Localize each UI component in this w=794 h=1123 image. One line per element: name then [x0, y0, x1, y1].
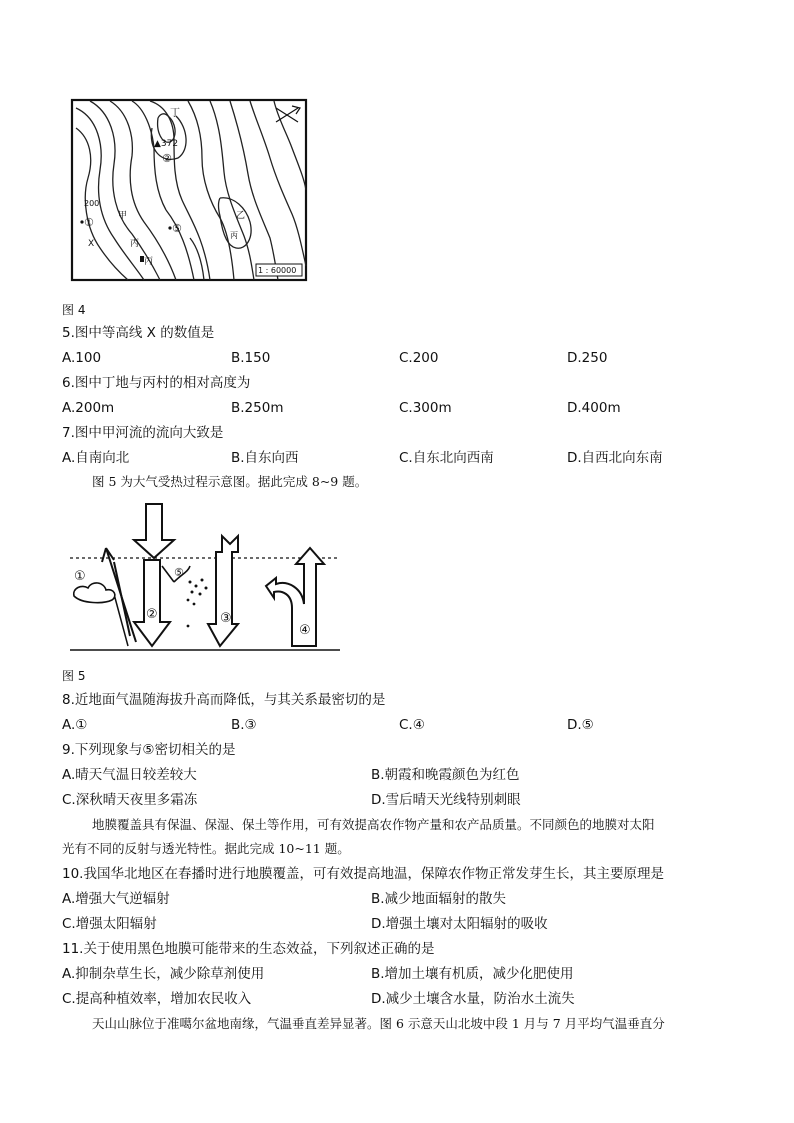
q11-option-a[interactable]: A.抑制杂草生长，减少除草剂使用 — [62, 966, 265, 982]
q11-option-c[interactable]: C.提高种植效率，增加农民收入 — [62, 991, 252, 1007]
q10-option-d[interactable]: D.增强土壤对太阳辐射的吸收 — [371, 916, 548, 932]
arrow-2-surface-absorption — [134, 560, 170, 646]
cloud-shape — [74, 583, 115, 603]
q7-option-c[interactable]: C.自东北向西南 — [399, 450, 494, 466]
q9-option-b[interactable]: B.朝霞和晚霞颜色为红色 — [371, 767, 520, 783]
point-marker-5 — [168, 226, 171, 229]
q9-option-a[interactable]: A.晴天气温日较差较大 — [62, 767, 197, 783]
q10-option-c[interactable]: C.增强太阳辐射 — [62, 916, 157, 932]
arrow-4-ground-radiation — [266, 548, 324, 646]
q8-option-a[interactable]: A.① — [62, 717, 88, 733]
question-11-stem: 11.关于使用黑色地膜可能带来的生态效益，下列叙述正确的是 — [62, 941, 435, 957]
intro-questions-8-9: 图 5 为大气受热过程示意图。据此完成 8~9 题。 — [92, 474, 368, 489]
map-label-jia: 甲 — [118, 211, 128, 221]
map-marker-5: ⑤ — [172, 222, 182, 235]
q6-option-a[interactable]: A.200m — [62, 400, 115, 416]
q5-option-d[interactable]: D.250 — [567, 350, 608, 366]
question-5-stem: 5.图中等高线 X 的数值是 — [62, 325, 215, 341]
intro-figure-6: 天山山脉位于准噶尔盆地南缘，气温垂直差异显著。图 6 示意天山北坡中段 1 月与 7 月平均气温垂直分 — [92, 1016, 665, 1031]
q7-option-a[interactable]: A.自南向北 — [62, 450, 130, 466]
scatter-dots — [187, 579, 208, 628]
label-2: ② — [146, 607, 158, 622]
q10-option-a[interactable]: A.增强大气逆辐射 — [62, 891, 170, 907]
map-label-bing-village: 丙 — [144, 257, 154, 267]
contour-map-figure — [70, 98, 310, 284]
q10-option-b[interactable]: B.减少地面辐射的散失 — [371, 891, 507, 907]
map-label-ding: 丁 — [170, 108, 180, 119]
label-3: ③ — [220, 611, 232, 626]
q9-option-d[interactable]: D.雪后晴天光线特别刺眼 — [371, 792, 521, 808]
map-scale-label: 1 : 60000 — [258, 266, 297, 275]
atmospheric-heating-diagram — [70, 500, 340, 654]
map-label-x: X — [88, 239, 95, 249]
label-1: ① — [74, 569, 86, 584]
map-label-bing-right: 丙 — [230, 231, 238, 240]
map-frame — [72, 100, 306, 280]
q6-option-d[interactable]: D.400m — [567, 400, 621, 416]
question-9-stem: 9.下列现象与⑤密切相关的是 — [62, 742, 236, 758]
q5-option-b[interactable]: B.150 — [231, 350, 271, 366]
figure-5-caption: 图 5 — [62, 669, 86, 683]
map-marker-2: ② — [162, 152, 172, 165]
figure-4-caption: 图 4 — [62, 303, 86, 317]
map-label-bing-river: 丙 — [130, 239, 140, 249]
q7-option-d[interactable]: D.自西北向东南 — [567, 450, 663, 466]
intro-questions-10-11-line2: 光有不同的反射与透光特性。据此完成 10~11 题。 — [62, 841, 350, 856]
q6-option-b[interactable]: B.250m — [231, 400, 284, 416]
q11-option-d[interactable]: D.减少土壤含水量，防治水土流失 — [371, 991, 575, 1007]
question-10-stem: 10.我国华北地区在春播时进行地膜覆盖，可有效提高地温，保障农作物正常发芽生长，其主要原理是 — [62, 866, 664, 882]
question-6-stem: 6.图中丁地与丙村的相对高度为 — [62, 375, 251, 391]
map-label-elevation-372: ▲372 — [154, 139, 179, 149]
q11-option-b[interactable]: B.增加土壤有机质，减少化肥使用 — [371, 966, 574, 982]
village-marker — [140, 256, 144, 262]
map-label-contour-200: 200 — [84, 199, 100, 208]
map-label-yi: 乙 — [236, 211, 246, 221]
solar-radiation-arrow — [134, 504, 174, 558]
question-8-stem: 8.近地面气温随海拔升高而降低，与其关系最密切的是 — [62, 692, 386, 708]
point-marker-1 — [80, 220, 83, 223]
intro-questions-10-11-line1: 地膜覆盖具有保温、保湿、保土等作用，可有效提高农作物产量和农产品质量。不同颜色的地膜对太阳 — [92, 817, 655, 832]
q5-option-c[interactable]: C.200 — [399, 350, 439, 366]
q7-option-b[interactable]: B.自东向西 — [231, 450, 299, 466]
q8-option-d[interactable]: D.⑤ — [567, 717, 594, 733]
arrow-3-atmospheric-counter-radiation — [208, 536, 238, 646]
label-4: ④ — [299, 623, 311, 638]
q6-option-c[interactable]: C.300m — [399, 400, 452, 416]
q5-option-a[interactable]: A.100 — [62, 350, 102, 366]
q9-option-c[interactable]: C.深秋晴天夜里多霜冻 — [62, 792, 198, 808]
label-5: ⑤ — [174, 566, 184, 579]
q8-option-c[interactable]: C.④ — [399, 717, 425, 733]
map-marker-1: ① — [84, 216, 94, 229]
q8-option-b[interactable]: B.③ — [231, 717, 257, 733]
question-7-stem: 7.图中甲河流的流向大致是 — [62, 425, 224, 441]
